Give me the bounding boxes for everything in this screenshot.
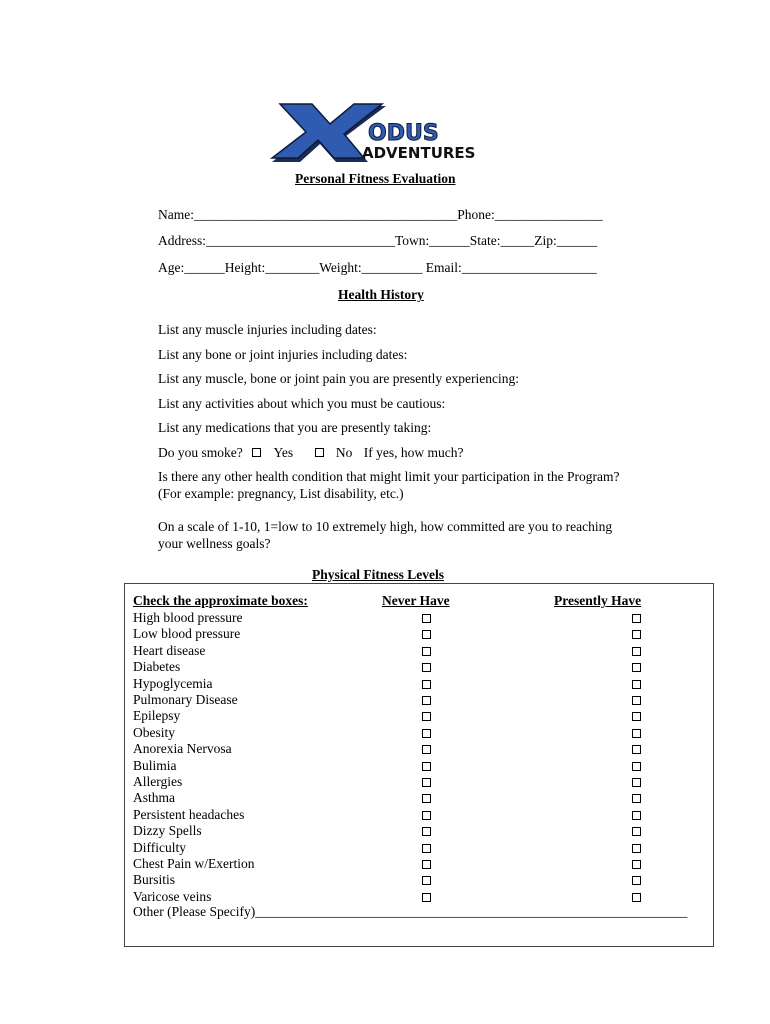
condition-label: Heart disease — [133, 643, 206, 658]
condition-label: Obesity — [133, 725, 175, 740]
other-condition-line-2: (For example: pregnancy, List disability, etc.) — [158, 486, 404, 501]
smoke-yes-checkbox[interactable] — [252, 448, 261, 457]
form-title: Personal Fitness Evaluation — [295, 171, 456, 186]
other-condition-line-1: Is there any other health condition that might limit your participation in the Program? — [158, 469, 620, 484]
name-phone-line[interactable]: Name:_______________________________________Phone:________________ — [158, 207, 603, 222]
logo-top-text: ODUS — [368, 121, 439, 146]
commitment-line-1: On a scale of 1-10, 1=low to 10 extremely high, how committed are you to reaching — [158, 519, 613, 534]
presently-have-checkbox[interactable] — [632, 876, 641, 885]
condition-label: Difficulty — [133, 840, 186, 855]
condition-label: High blood pressure — [133, 610, 243, 625]
presently-have-checkbox[interactable] — [632, 647, 641, 656]
xodus-adventures-logo — [270, 100, 500, 166]
question-bone-joint-injuries: List any bone or joint injuries including dates: — [158, 347, 408, 362]
condition-label: Allergies — [133, 774, 183, 789]
never-have-checkbox[interactable] — [422, 860, 431, 869]
never-have-checkbox[interactable] — [422, 729, 431, 738]
smoke-no-label: No — [335, 445, 353, 460]
condition-label: Diabetes — [133, 659, 181, 674]
commitment-line-2: your wellness goals? — [158, 536, 271, 551]
condition-label: Asthma — [133, 790, 175, 805]
question-activities: List any activities about which you must be cautious: — [158, 396, 446, 411]
smoke-row — [158, 445, 464, 461]
fitness-levels-heading: Physical Fitness Levels — [312, 567, 444, 582]
presently-have-checkbox[interactable] — [632, 630, 641, 639]
col-never-header: Never Have — [382, 593, 450, 608]
never-have-checkbox[interactable] — [422, 647, 431, 656]
presently-have-checkbox[interactable] — [632, 762, 641, 771]
never-have-checkbox[interactable] — [422, 794, 431, 803]
presently-have-checkbox[interactable] — [632, 680, 641, 689]
question-pain: List any muscle, bone or joint pain you are presently experiencing: — [158, 371, 520, 386]
presently-have-checkbox[interactable] — [632, 794, 641, 803]
condition-label: Anorexia Nervosa — [133, 741, 232, 756]
presently-have-checkbox[interactable] — [632, 893, 641, 902]
condition-label: Bursitis — [133, 872, 176, 887]
presently-have-checkbox[interactable] — [632, 844, 641, 853]
condition-label: Chest Pain w/Exertion — [133, 856, 255, 871]
condition-label: Dizzy Spells — [133, 823, 202, 838]
condition-label: Varicose veins — [133, 889, 212, 904]
question-medications: List any medications that you are presently taking: — [158, 420, 432, 435]
never-have-checkbox[interactable] — [422, 696, 431, 705]
question-muscle-injuries: List any muscle injuries including dates: — [158, 322, 377, 337]
presently-have-checkbox[interactable] — [632, 827, 641, 836]
condition-label: Hypoglycemia — [133, 676, 213, 691]
never-have-checkbox[interactable] — [422, 844, 431, 853]
never-have-checkbox[interactable] — [422, 778, 431, 787]
age-height-weight-email-line[interactable]: Age:______Height:________Weight:_________ Email:____________________ — [158, 260, 597, 275]
smoke-question: Do you smoke? — [158, 445, 243, 460]
address-line[interactable]: Address:____________________________Town:______State:_____Zip:______ — [158, 233, 598, 248]
condition-label: Bulimia — [133, 758, 177, 773]
other-specify-line[interactable]: Other (Please Specify)________________________________________________________________ — [133, 904, 688, 919]
presently-have-checkbox[interactable] — [632, 811, 641, 820]
col-check-header: Check the approximate boxes: — [133, 593, 308, 608]
never-have-checkbox[interactable] — [422, 680, 431, 689]
presently-have-checkbox[interactable] — [632, 860, 641, 869]
condition-label: Pulmonary Disease — [133, 692, 238, 707]
logo-bottom-text: ADVENTURES — [362, 144, 476, 162]
smoke-followup: If yes, how much? — [363, 445, 464, 460]
condition-label: Low blood pressure — [133, 626, 241, 641]
presently-have-checkbox[interactable] — [632, 712, 641, 721]
smoke-no-checkbox[interactable] — [315, 448, 324, 457]
never-have-checkbox[interactable] — [422, 827, 431, 836]
never-have-checkbox[interactable] — [422, 630, 431, 639]
never-have-checkbox[interactable] — [422, 712, 431, 721]
presently-have-checkbox[interactable] — [632, 745, 641, 754]
condition-label: Epilepsy — [133, 708, 181, 723]
never-have-checkbox[interactable] — [422, 745, 431, 754]
never-have-checkbox[interactable] — [422, 876, 431, 885]
presently-have-checkbox[interactable] — [632, 729, 641, 738]
smoke-yes-label: Yes — [273, 445, 294, 460]
presently-have-checkbox[interactable] — [632, 663, 641, 672]
condition-label: Persistent headaches — [133, 807, 245, 822]
presently-have-checkbox[interactable] — [632, 696, 641, 705]
never-have-checkbox[interactable] — [422, 762, 431, 771]
never-have-checkbox[interactable] — [422, 893, 431, 902]
col-present-header: Presently Have — [554, 593, 642, 608]
presently-have-checkbox[interactable] — [632, 614, 641, 623]
presently-have-checkbox[interactable] — [632, 778, 641, 787]
never-have-checkbox[interactable] — [422, 663, 431, 672]
health-history-heading: Health History — [338, 287, 424, 302]
never-have-checkbox[interactable] — [422, 614, 431, 623]
never-have-checkbox[interactable] — [422, 811, 431, 820]
